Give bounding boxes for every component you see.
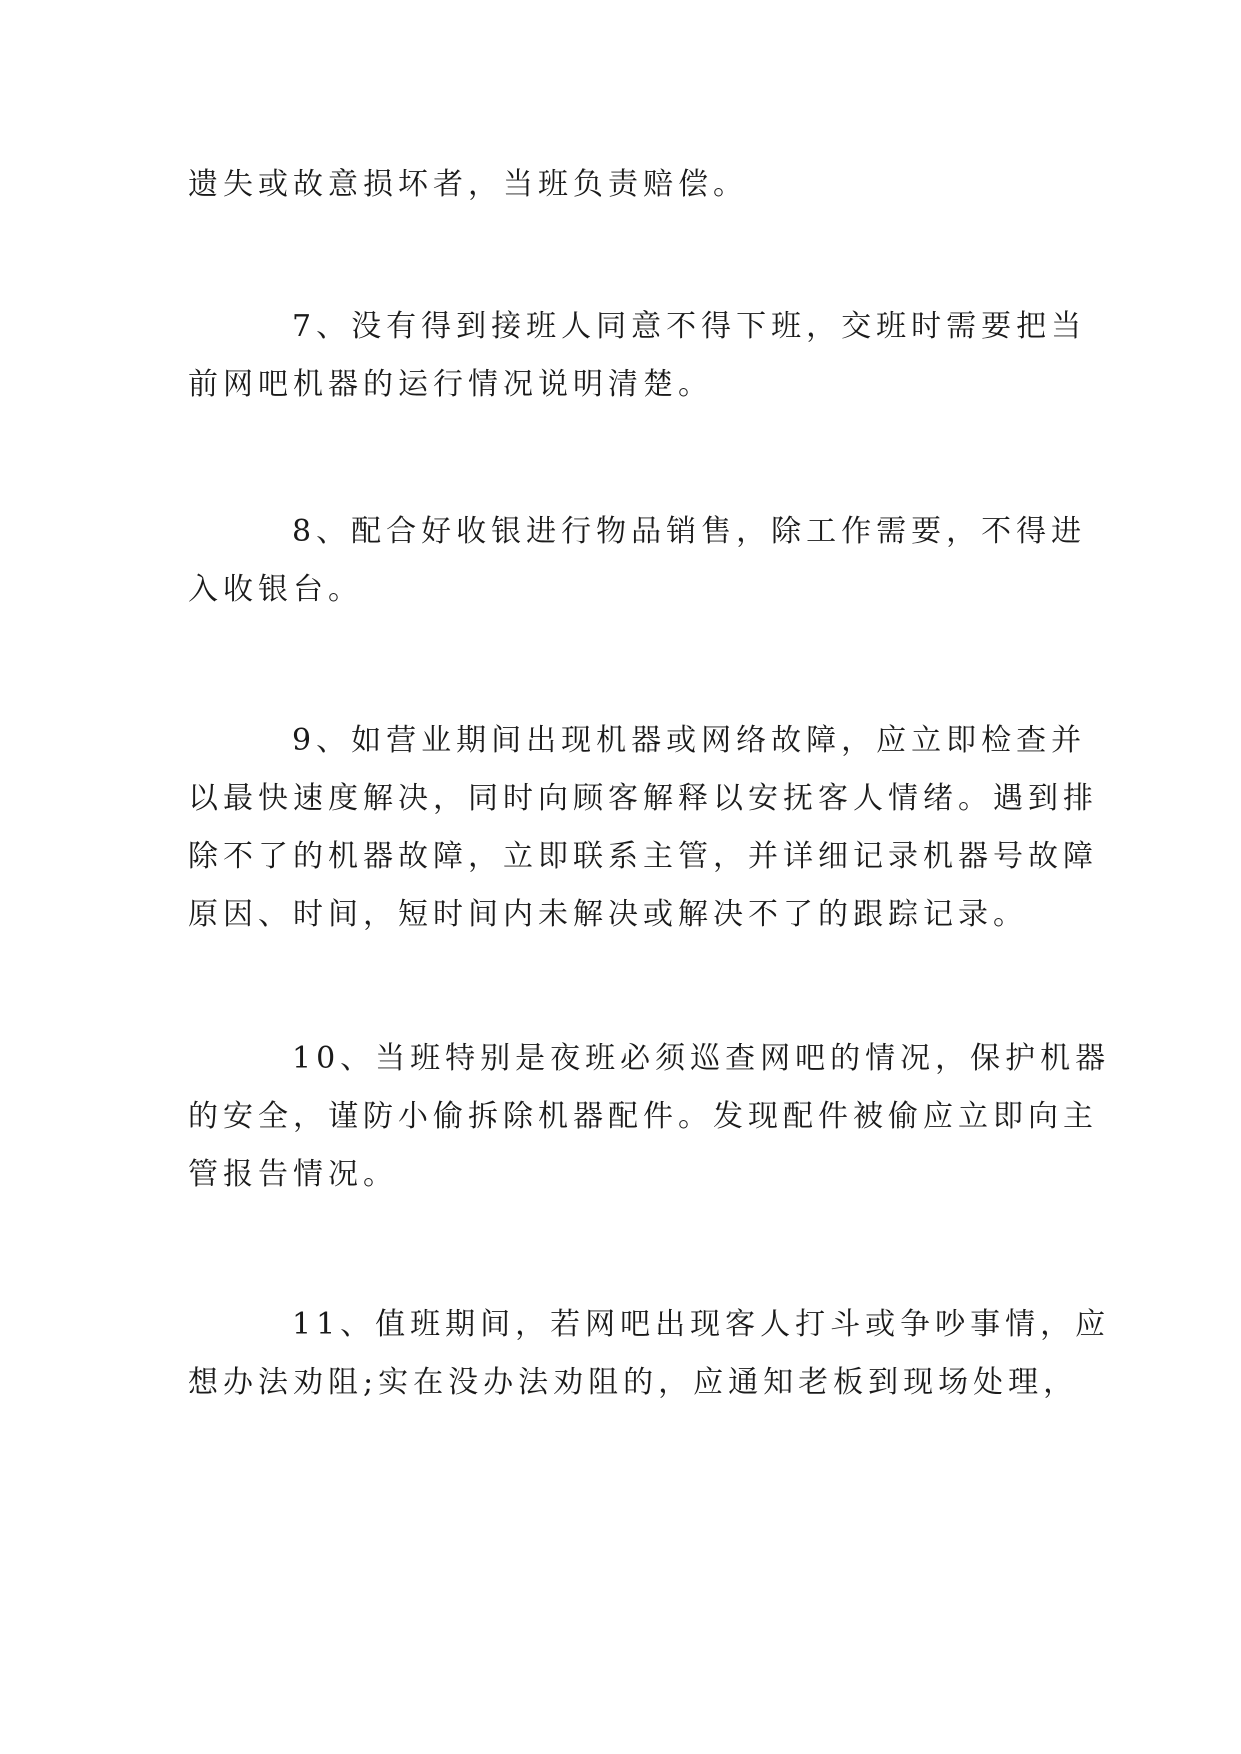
text-line: 管报告情况。 (188, 1157, 398, 1192)
text-line: 除不了的机器故障，立即联系主管，并详细记录机器号故障 (188, 839, 1098, 874)
text-line: 入收银台。 (188, 572, 363, 607)
paragraph-item-10 (188, 1030, 1111, 1204)
text-line: 遗失或故意损坏者，当班负责赔偿。 (188, 167, 748, 202)
paragraph-item-9 (188, 712, 1098, 944)
text-line: 11、值班期间，若网吧出现客人打斗或争吵事情，应 (292, 1307, 1111, 1342)
paragraph-item-7 (188, 298, 1087, 414)
paragraph-continuation (188, 156, 1058, 214)
text-line: 想办法劝阻;实在没办法劝阻的，应通知老板到现场处理， (188, 1365, 1079, 1400)
text-line: 10、当班特别是夜班必须巡查网吧的情况，保护机器 (292, 1041, 1111, 1076)
text-line: 7、没有得到接班人同意不得下班，交班时需要把当 (292, 309, 1087, 344)
text-line: 9、如营业期间出现机器或网络故障，应立即检查并 (292, 723, 1087, 758)
paragraph-item-11 (188, 1296, 1111, 1412)
text-line: 的安全，谨防小偷拆除机器配件。发现配件被偷应立即向主 (188, 1099, 1098, 1134)
paragraph-item-8 (188, 503, 1087, 619)
text-line: 前网吧机器的运行情况说明清楚。 (188, 367, 713, 402)
text-line: 8、配合好收银进行物品销售，除工作需要，不得进 (292, 514, 1087, 549)
text-line: 以最快速度解决，同时向顾客解释以安抚客人情绪。遇到排 (188, 781, 1098, 816)
text-line: 原因、时间，短时间内未解决或解决不了的跟踪记录。 (188, 897, 1028, 932)
